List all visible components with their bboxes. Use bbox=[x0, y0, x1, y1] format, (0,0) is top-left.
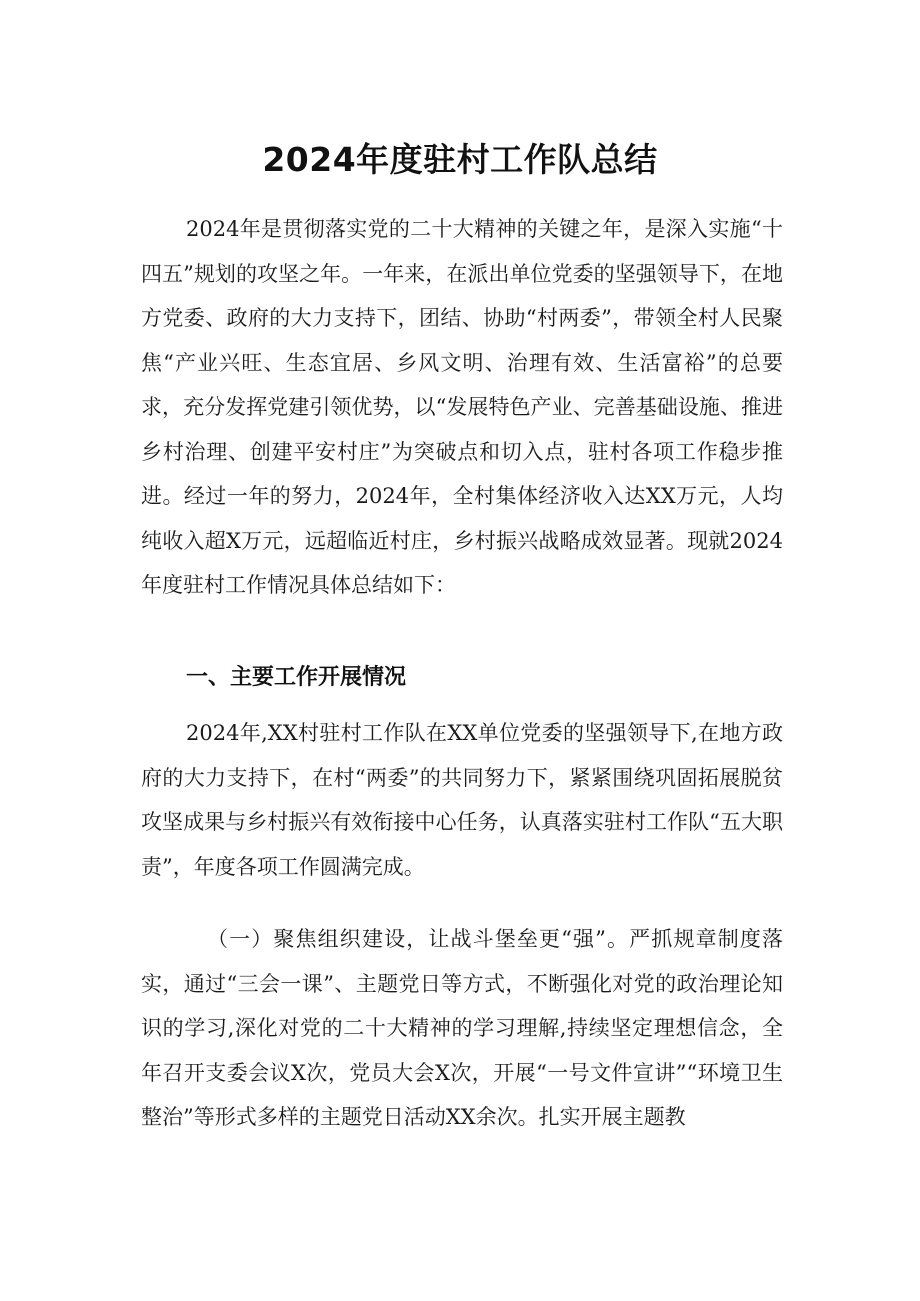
section-paragraph: 2024年,XX村驻村工作队在XX单位党委的坚强领导下,在地方政府的大力支持下，在村“两委”的共同努力下，紧紧围绕巩固拓展脱贫攻坚成果与乡村振兴有效衔接中心任务，认真落实驻村工作队“五大职责”，年度各项工作圆满完成。 bbox=[141, 721, 783, 879]
subsection-paragraph: （一）聚焦组织建设，让战斗堡垒更“强”。严抓规章制度落实，通过“三会一课”、主题党日等方式，不断强化对党的政治理论知识的学习,深化对党的二十大精神的学习理解,持续坚定理想信念，全年召开支委会议X次，党员大会X次，开展“一号文件宣讲”“环境卫生整治”等形式多样的主题党日活动XX余次。扎实开展主题教 bbox=[141, 927, 783, 1129]
section-heading: 一、主要工作开展情况 bbox=[186, 665, 407, 690]
document-title: 2024年度驻村工作队总结 bbox=[262, 140, 658, 179]
intro-paragraph: 2024年是贯彻落实党的二十大精神的关键之年，是深入实施“十四五”规划的攻坚之年。一年来，在派出单位党委的坚强领导下，在地方党委、政府的大力支持下，团结、协助“村两委”，带领全村人民聚焦“产业兴旺、生态宜居、乡风文明、治理有效、生活富裕”的总要求，充分发挥党建引领优势，以“发展特色产业、完善基础设施、推进乡村治理、创建平安村庄”为突破点和切入点，驻村各项工作稳步推进。经过一年的努力，2024年，全村集体经济收入达XX万元，人均纯收入超X万元，远超临近村庄，乡村振兴战略成效显著。现就2024年度驻村工作情况具体总结如下： bbox=[141, 217, 783, 597]
